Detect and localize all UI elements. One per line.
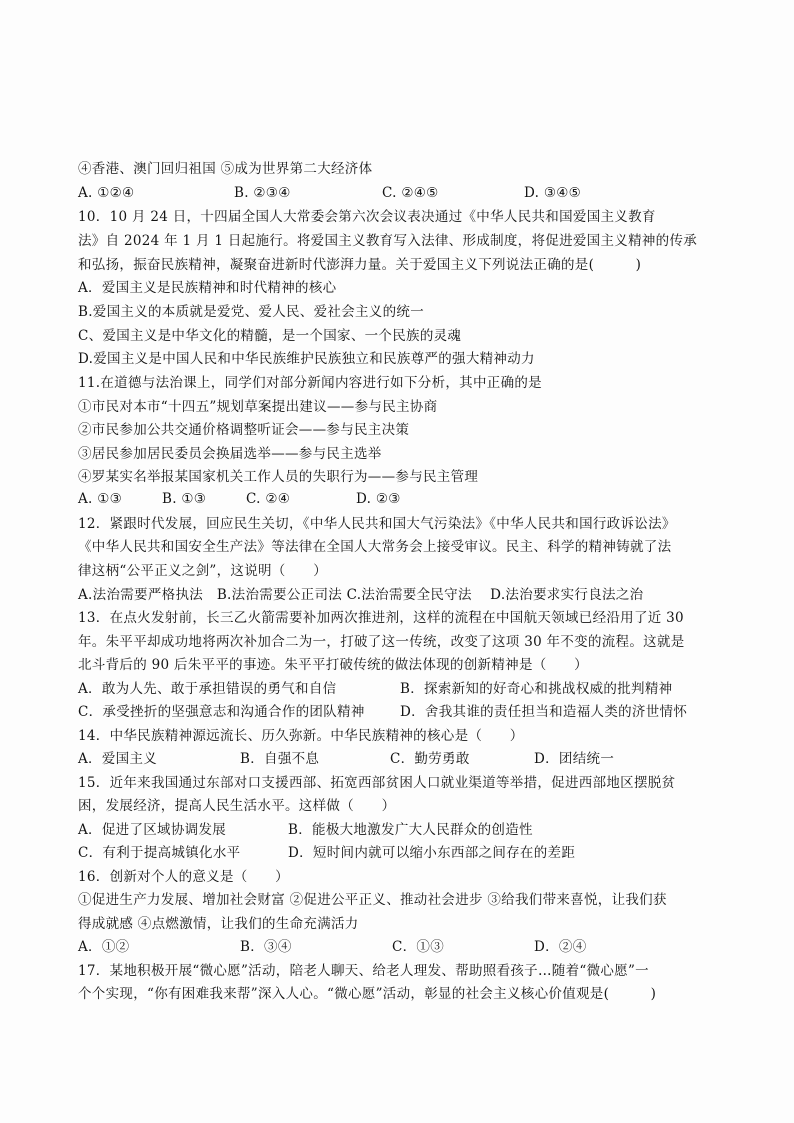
q17-stem-line-2: 个个实现，“你有困难我来帮”深入人心。“微心愿”活动，彰显的社会主义核心价值观是( )	[78, 986, 657, 1002]
q11-option-a: A. ①③	[78, 491, 123, 507]
q10-option-b: B.爱国主义的本质就是爱党、爱人民、爱社会主义的统一	[78, 304, 425, 320]
q15-option-b: B．能极大地激发广大人民群众的创造性	[288, 822, 533, 838]
q16-option-d: D．②④	[534, 939, 587, 955]
q16-option-a: A．①②	[78, 939, 130, 955]
q12-stem-line-3: 律这柄“公平正义之剑”，这说明（ ）	[78, 563, 328, 579]
q10-stem-line-2: 法》自 2024 年 1 月 1 日起施行。将爱国主义教育写入法律、形成制度，将促进爱国主义精神的传承	[78, 233, 698, 249]
q14-option-c: C．勤劳勇敢	[390, 751, 470, 767]
q11-option-d: D. ②③	[356, 491, 401, 507]
q16-items-line-1: ①促进生产力发展、增加社会财富 ②促进公平正义、推动社会进步 ③给我们带来喜悦，让我们获	[78, 892, 667, 908]
q10-option-d: D.爱国主义是中国人民和中华民族维护民族独立和民族尊严的强大精神动力	[78, 351, 535, 367]
q12-stem-line-2: 《中华人民共和国安全生产法》等法律在全国人大常务会上接受审议。民主、科学的精神铸就了法	[78, 539, 672, 555]
q13-stem-line-2: 年。朱平平却成功地将两次补加合二为一，打破了这一传统，改变了这项 30 年不变的流程。这就是	[78, 634, 685, 650]
q11-item-3: ③居民参加居民委员会换届选举——参与民主选举	[78, 446, 382, 462]
q13-option-d: D．舍我其谁的责任担当和造福人类的济世情怀	[400, 704, 688, 720]
q13-stem-line-3: 北斗背后的 90 后朱平平的事迹。朱平平打破传统的做法体现的创新精神是（ ）	[78, 657, 588, 673]
q14-option-b: B．自强不息	[240, 751, 320, 767]
q10-option-a: A．爱国主义是民族精神和时代精神的核心	[78, 280, 337, 296]
q10-stem-line-3: 和弘扬，振奋民族精神，凝聚奋进新时代澎湃力量。关于爱国主义下列说法正确的是( )	[78, 257, 642, 273]
q16-stem: 16．创新对个人的意义是（ ）	[78, 869, 289, 885]
q14-stem: 14．中华民族精神源远流长、历久弥新。中华民族精神的核心是（ ）	[78, 728, 524, 744]
q13-option-c: C．承受挫折的坚强意志和沟通合作的团队精神	[78, 704, 365, 720]
q9-option-a: A. ①②④	[78, 185, 135, 201]
q16-items-line-2: 得成就感 ④点燃激情，让我们的生命充满活力	[78, 916, 359, 932]
q11-item-4: ④罗某实名举报某国家机关工作人员的失职行为——参与民主管理	[78, 469, 479, 485]
q11-option-b: B. ①③	[162, 491, 207, 507]
q9-option-d: D. ③④⑤	[524, 185, 582, 201]
q12-stem-line-1: 12．紧跟时代发展，回应民生关切，《中华人民共和国大气污染法》《中华人民共和国行政诉讼法》	[78, 516, 676, 532]
q16-option-c: C．①③	[392, 939, 445, 955]
q15-option-a: A．促进了区域协调发展	[78, 822, 227, 838]
q16-option-b: B．③④	[240, 939, 292, 955]
q11-item-2: ②市民参加公共交通价格调整听证会——参与民主决策	[78, 422, 410, 438]
q9-option-c: C. ②④⑤	[382, 185, 439, 201]
q15-stem-line-2: 困，发展经济，提高人民生活水平。这样做（ ）	[78, 798, 396, 814]
q11-item-1: ①市民对本市“十四五”规划草案提出建议——参与民主协商	[78, 399, 438, 415]
q11-option-c: C. ②④	[246, 491, 291, 507]
q15-stem-line-1: 15．近年来我国通过东部对口支援西部、拓宽西部贫困人口就业渠道等举措，促进西部地区摆脱贫	[78, 775, 676, 791]
q11-stem: 11.在道德与法治课上，同学们对部分新闻内容进行如下分析，其中正确的是	[78, 375, 542, 391]
q10-stem-line-1: 10．10 月 24 日，十四届全国人大常委会第六次会议表决通过《中华人民共和国爱国主义教育	[78, 209, 656, 225]
q9-items: ④香港、澳门回归祖国 ⑤成为世界第二大经济体	[78, 161, 373, 177]
q15-option-d: D．短时间内就可以缩小东西部之间存在的差距	[288, 845, 576, 861]
q13-stem-line-1: 13．在点火发射前，长三乙火箭需要补加两次推进剂，这样的流程在中国航天领域已经沿用了近 30	[78, 610, 684, 626]
q13-option-a: A．敢为人先、敢于承担错误的勇气和自信	[78, 681, 337, 697]
q9-option-b: B. ②③④	[234, 185, 291, 201]
q15-option-c: C．有利于提高城镇化水平	[78, 845, 241, 861]
q14-option-d: D．团结统一	[534, 751, 615, 767]
q17-stem-line-1: 17．某地积极开展“微心愿”活动，陪老人聊天、给老人理发、帮助照看孩子…随着“微心愿”一	[78, 963, 649, 979]
q10-option-c: C、爱国主义是中华文化的精髓，是一个国家、一个民族的灵魂	[78, 328, 462, 344]
q12-options: A.法治需要严格执法 B.法治需要公正司法 C.法治需要全民守法 D.法治要求实行良法之治	[78, 587, 644, 603]
q14-option-a: A．爱国主义	[78, 751, 158, 767]
q13-option-b: B．探索新知的好奇心和挑战权威的批判精神	[400, 681, 673, 697]
